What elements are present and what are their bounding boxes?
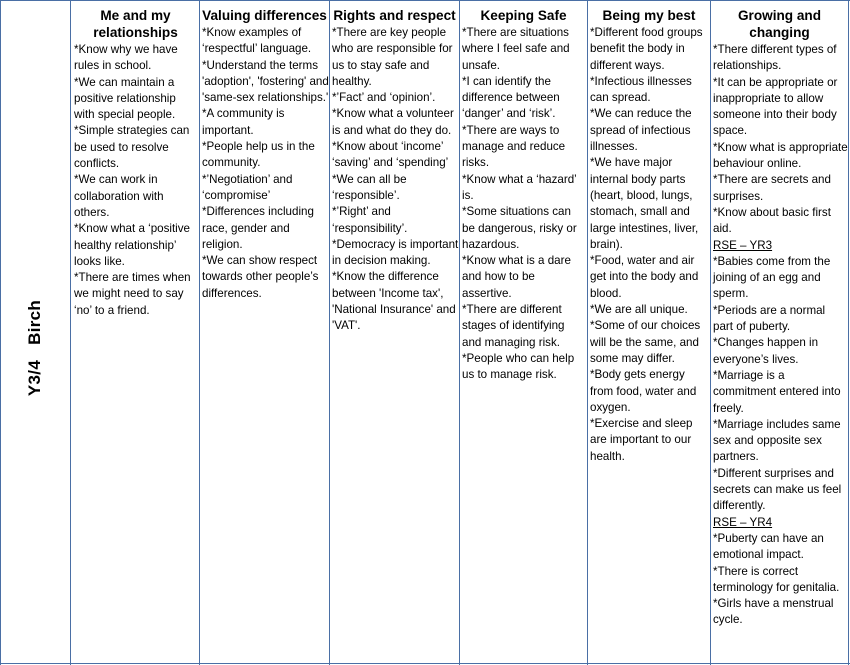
table-border-bottom xyxy=(0,663,850,664)
column-heading: Valuing differences xyxy=(202,8,327,23)
list-item: *Know what a ‘positive healthy relationship’ looks like. xyxy=(74,222,190,268)
list-item: *We are all unique. xyxy=(590,303,688,317)
list-item: *Different food groups benefit the body in different ways. xyxy=(590,26,703,72)
list-item: *It can be appropriate or inappropriate to allow someone into their body space. xyxy=(713,75,838,138)
column-being-my-best xyxy=(588,7,710,465)
list-item: *We can maintain a positive relationship with special people. xyxy=(74,75,176,122)
list-item: *’Right’ and ‘responsibility’. xyxy=(332,205,408,235)
list-item: *We can all be ‘responsible’. xyxy=(332,172,407,202)
list-item: *Know what a volunteer is and what do they do. xyxy=(332,107,454,137)
list-item: *Puberty can have an emotional impact. xyxy=(713,531,824,562)
list-item: *There are situations where I feel safe and unsafe. xyxy=(462,26,570,72)
column-divider xyxy=(70,0,71,665)
list-item: *’Negotiation’ and ‘compromise’ xyxy=(202,172,293,202)
column-heading: Rights and respect xyxy=(333,8,456,23)
row-label-cell xyxy=(0,8,70,658)
list-item: *Differences including race, gender and religion. xyxy=(202,205,314,251)
column-valuing-differences xyxy=(200,7,329,302)
column-rights-and-respect xyxy=(330,7,459,335)
list-item: *Changes happen in everyone’s lives. xyxy=(713,336,819,366)
list-item: *Food, water and air get into the body and blood. xyxy=(590,254,699,300)
column-heading: Me and my relationships xyxy=(93,8,178,40)
list-item: *Simple strategies can be used to resolve conflicts. xyxy=(74,124,190,171)
list-item: *There are ways to manage and reduce risks. xyxy=(462,123,566,170)
list-item: *Know about ‘income’ ‘saving’ and ‘spending’ xyxy=(332,140,449,170)
list-item: *I can identify the difference between ‘danger’ and ‘risk’. xyxy=(462,74,560,121)
column-heading: Keeping Safe xyxy=(480,8,567,23)
list-item: *Some of our choices will be the same, and some may differ. xyxy=(590,319,701,365)
list-item: *Know why we have rules in school. xyxy=(74,43,178,73)
list-item: *Know about basic first aid. xyxy=(713,205,831,236)
table-border-right xyxy=(848,0,849,665)
subheading-rse-yr4: RSE – YR4 xyxy=(713,515,773,529)
list-item: *Understand the terms 'adoption', 'fostering' and 'same-sex relationships.' xyxy=(202,58,329,105)
list-item: *We can work in collaboration with others. xyxy=(74,173,164,219)
column-me-and-my-relationships xyxy=(72,7,199,319)
list-item: *We can reduce the spread of infectious illnesses. xyxy=(590,107,692,154)
list-item: *Some situations can be dangerous, risky or hazardous. xyxy=(462,205,577,251)
list-item: *Democracy is important in decision making. xyxy=(332,237,459,268)
list-item: *We can show respect towards other people’s differences. xyxy=(202,254,319,300)
list-item: *Know examples of ‘respectful’ language. xyxy=(202,26,312,56)
list-item: *’Fact’ and ‘opinion’. xyxy=(332,91,436,105)
list-item: *There are different stages of identifying and managing risk. xyxy=(462,303,565,349)
list-item: *Body gets energy from food, water and oxygen. xyxy=(590,368,697,414)
list-item: *Know what is appropriate behaviour online. xyxy=(713,140,848,171)
list-item: *There are key people who are responsible for us to stay safe and healthy. xyxy=(332,26,453,88)
list-item: *There are times when we might need to say ‘no’ to a friend. xyxy=(74,271,191,317)
list-item: *Different surprises and secrets can make us feel differently. xyxy=(713,466,842,513)
list-item: *Babies come from the joining of an egg and sperm. xyxy=(713,254,831,301)
list-item: *Infectious illnesses can spread. xyxy=(590,74,692,105)
list-item: *A community is important. xyxy=(202,107,285,137)
list-item: *There is correct terminology for genitalia. xyxy=(713,564,840,594)
list-item: *People who can help us to manage risk. xyxy=(462,351,575,382)
list-item: *Know what is a dare and how to be assertive. xyxy=(462,254,571,300)
list-item: *People help us in the community. xyxy=(202,140,315,170)
list-item: *Girls have a menstrual cycle. xyxy=(713,597,834,627)
subheading-rse-yr3: RSE – YR3 xyxy=(713,238,773,252)
column-heading: Being my best xyxy=(602,8,696,23)
column-keeping-safe xyxy=(460,7,587,384)
list-item: *Know the difference between 'Income tax', 'National Insurance' and 'VAT'. xyxy=(332,270,456,333)
column-heading: Growing and changing xyxy=(737,8,822,40)
column-growing-and-changing xyxy=(711,7,848,629)
table-border-top xyxy=(0,0,850,1)
list-item: *Exercise and sleep are important to our health. xyxy=(590,417,693,463)
list-item: *We have major internal body parts (heart, blood, lungs, stomach, small and large intestines, liver, brain). xyxy=(590,156,699,251)
list-item: *Periods are a normal part of puberty. xyxy=(713,303,826,334)
list-item: *Marriage is a commitment entered into freely. xyxy=(713,368,841,415)
list-item: *Marriage includes same sex and opposite sex partners. xyxy=(713,417,841,464)
row-label: Y3/4 Birch xyxy=(25,299,44,397)
list-item: *There are secrets and surprises. xyxy=(713,173,831,203)
list-item: *Know what a ‘hazard’ is. xyxy=(462,172,577,202)
list-item: *There different types of relationships. xyxy=(713,43,837,73)
